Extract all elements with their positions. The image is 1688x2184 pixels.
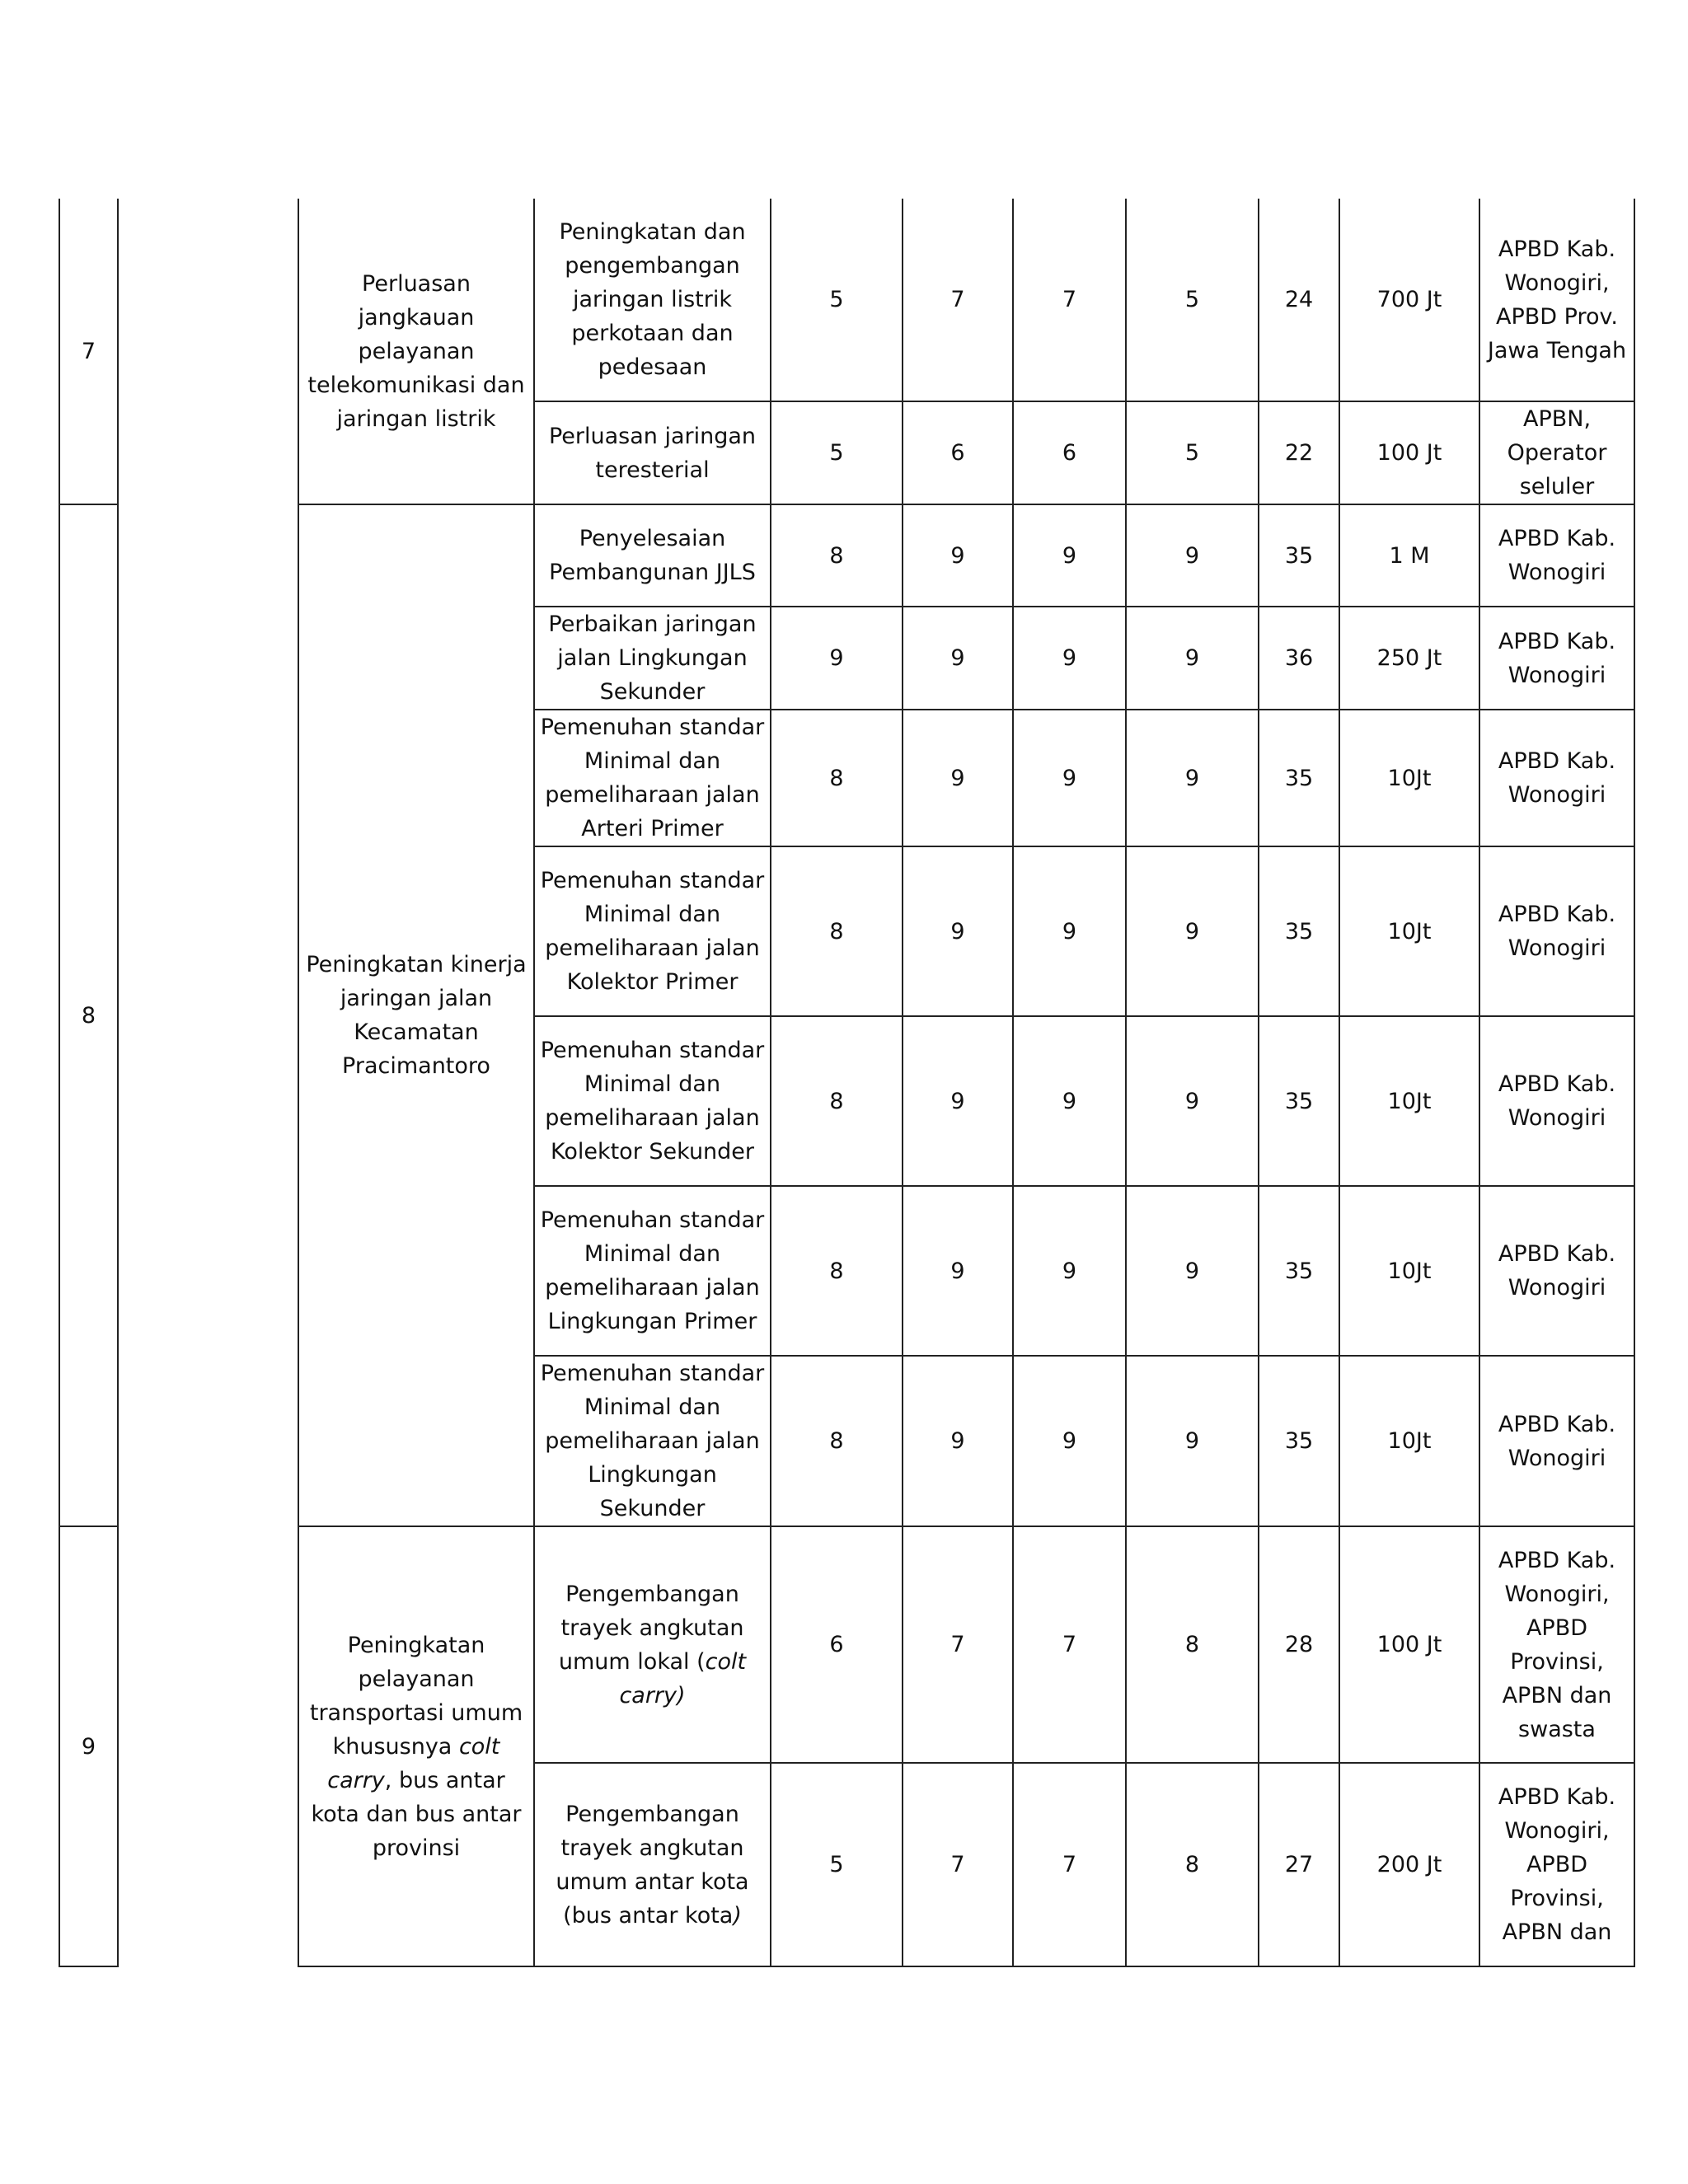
score-2: 7 <box>903 199 1013 401</box>
score-1: 6 <box>771 1526 903 1763</box>
score-3: 7 <box>1013 1763 1126 1966</box>
score-1: 9 <box>771 607 903 710</box>
funding-source: APBD Kab. Wonogiri, APBD Prov. Jawa Tengah <box>1479 199 1634 401</box>
score-total: 27 <box>1259 1763 1339 1966</box>
activity-text: Pengembangan trayek angkutan umum antar kota (bus antar kota <box>556 1801 749 1929</box>
activity-cell: Pemenuhan standar Minimal dan pemeliharaan jalan Kolektor Primer <box>534 846 771 1016</box>
score-4: 9 <box>1126 1356 1259 1526</box>
activity-cell <box>534 1763 771 1966</box>
row-number: 7 <box>59 199 118 504</box>
activity-cell <box>534 1526 771 1763</box>
cost-cell: 10Jt <box>1339 1016 1479 1186</box>
score-total: 24 <box>1259 199 1339 401</box>
score-2: 7 <box>903 1763 1013 1966</box>
activity-cell: Pemenuhan standar Minimal dan pemeliharaan jalan Arteri Primer <box>534 710 771 846</box>
score-total: 36 <box>1259 607 1339 710</box>
score-3: 9 <box>1013 1186 1126 1356</box>
score-4: 9 <box>1126 607 1259 710</box>
score-1: 8 <box>771 1186 903 1356</box>
score-total: 35 <box>1259 1016 1339 1186</box>
activity-cell: Perluasan jaringan teresterial <box>534 401 771 504</box>
funding-source: APBN, Operator seluler <box>1479 401 1634 504</box>
score-3: 9 <box>1013 1356 1126 1526</box>
score-4: 5 <box>1126 199 1259 401</box>
score-total: 35 <box>1259 1186 1339 1356</box>
score-total: 35 <box>1259 1356 1339 1526</box>
score-2: 9 <box>903 1186 1013 1356</box>
score-3: 9 <box>1013 1016 1126 1186</box>
program-table <box>59 199 1635 1967</box>
program-cell: Peningkatan kinerja jaringan jalan Kecamatan Pracimantoro <box>298 504 534 1526</box>
activity-cell: Peningkatan dan pengembangan jaringan listrik perkotaan dan pedesaan <box>534 199 771 401</box>
score-1: 8 <box>771 504 903 607</box>
program-cell: Perluasan jangkauan pelayanan telekomunikasi dan jaringan listrik <box>298 199 534 504</box>
score-4: 9 <box>1126 1016 1259 1186</box>
program-text-end: , bus antar kota dan bus antar provinsi <box>311 1767 522 1861</box>
score-2: 9 <box>903 846 1013 1016</box>
cost-cell: 100 Jt <box>1339 1526 1479 1763</box>
program-text: Peningkatan pelayanan transportasi umum khususnya <box>309 1632 523 1760</box>
score-4: 9 <box>1126 846 1259 1016</box>
program-text-italic: colt carry <box>327 1733 500 1793</box>
funding-source: APBD Kab. Wonogiri <box>1479 1016 1634 1186</box>
score-3: 7 <box>1013 1526 1126 1763</box>
score-3: 9 <box>1013 607 1126 710</box>
cost-cell: 700 Jt <box>1339 199 1479 401</box>
score-1: 5 <box>771 199 903 401</box>
activity-text-italic: colt carry) <box>619 1648 747 1708</box>
score-2: 9 <box>903 504 1013 607</box>
funding-source: APBD Kab. Wonogiri <box>1479 1186 1634 1356</box>
score-2: 6 <box>903 401 1013 504</box>
cost-cell: 10Jt <box>1339 710 1479 846</box>
cost-cell: 100 Jt <box>1339 401 1479 504</box>
score-1: 5 <box>771 1763 903 1966</box>
score-total: 22 <box>1259 401 1339 504</box>
score-total: 28 <box>1259 1526 1339 1763</box>
cost-cell: 10Jt <box>1339 1186 1479 1356</box>
score-1: 8 <box>771 1016 903 1186</box>
activity-cell: Penyelesaian Pembangunan JJLS <box>534 504 771 607</box>
score-2: 9 <box>903 1016 1013 1186</box>
score-total: 35 <box>1259 710 1339 846</box>
funding-source: APBD Kab. Wonogiri <box>1479 1356 1634 1526</box>
score-1: 8 <box>771 710 903 846</box>
row-number: 9 <box>59 1526 118 1966</box>
cost-cell: 10Jt <box>1339 846 1479 1016</box>
funding-source: APBD Kab. Wonogiri <box>1479 607 1634 710</box>
score-1: 8 <box>771 846 903 1016</box>
score-3: 9 <box>1013 504 1126 607</box>
score-4: 9 <box>1126 710 1259 846</box>
activity-text: Pengembangan trayek angkutan umum lokal ( <box>558 1581 744 1675</box>
activity-cell: Pemenuhan standar Minimal dan pemeliharaan jalan Lingkungan Primer <box>534 1186 771 1356</box>
program-cell <box>298 1526 534 1966</box>
score-2: 9 <box>903 1356 1013 1526</box>
activity-cell: Pemenuhan standar Minimal dan pemeliharaan jalan Kolektor Sekunder <box>534 1016 771 1186</box>
cost-cell: 10Jt <box>1339 1356 1479 1526</box>
funding-source: APBD Kab. Wonogiri <box>1479 504 1634 607</box>
score-1: 8 <box>771 1356 903 1526</box>
score-3: 9 <box>1013 846 1126 1016</box>
score-4: 5 <box>1126 401 1259 504</box>
activity-cell: Perbaikan jaringan jalan Lingkungan Sekunder <box>534 607 771 710</box>
row-number: 8 <box>59 504 118 1526</box>
funding-source: APBD Kab. Wonogiri, APBD Provinsi, APBN dan swasta <box>1479 1526 1634 1763</box>
activity-text-italic: ) <box>733 1902 742 1929</box>
score-total: 35 <box>1259 846 1339 1016</box>
score-2: 7 <box>903 1526 1013 1763</box>
cost-cell: 1 M <box>1339 504 1479 607</box>
sector-cell <box>118 199 298 1966</box>
score-4: 9 <box>1126 504 1259 607</box>
activity-cell: Pemenuhan standar Minimal dan pemeliharaan jalan Lingkungan Sekunder <box>534 1356 771 1526</box>
score-4: 9 <box>1126 1186 1259 1356</box>
score-3: 9 <box>1013 710 1126 846</box>
table-row <box>59 199 1634 401</box>
funding-source: APBD Kab. Wonogiri <box>1479 710 1634 846</box>
score-3: 6 <box>1013 401 1126 504</box>
score-2: 9 <box>903 710 1013 846</box>
funding-source: APBD Kab. Wonogiri <box>1479 846 1634 1016</box>
funding-source: APBD Kab. Wonogiri, APBD Provinsi, APBN dan <box>1479 1763 1634 1966</box>
score-2: 9 <box>903 607 1013 710</box>
cost-cell: 250 Jt <box>1339 607 1479 710</box>
score-total: 35 <box>1259 504 1339 607</box>
score-1: 5 <box>771 401 903 504</box>
cost-cell: 200 Jt <box>1339 1763 1479 1966</box>
score-4: 8 <box>1126 1763 1259 1966</box>
score-3: 7 <box>1013 199 1126 401</box>
score-4: 8 <box>1126 1526 1259 1763</box>
